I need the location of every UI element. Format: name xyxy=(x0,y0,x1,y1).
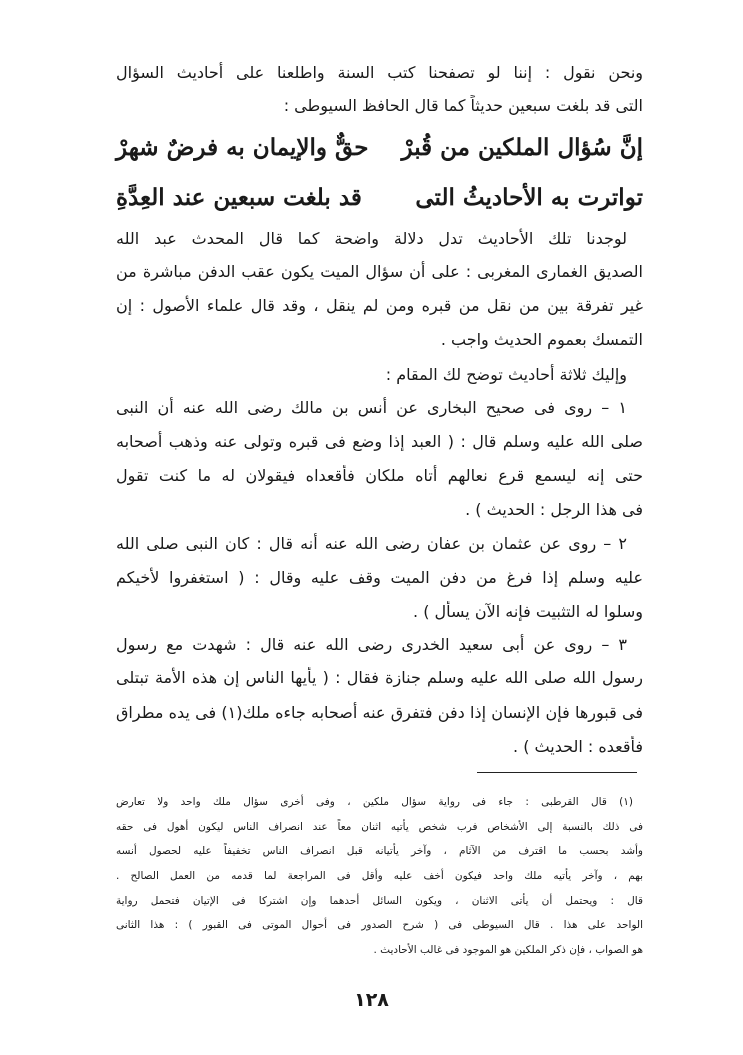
footnote-line: هو الصواب ، فإن ذكر الملكين هو الموجود فى غالب الأحاديث . xyxy=(373,944,643,956)
text-line: ونحن نقول : إننا لو تصفحنا كتب السنة واطلعنا على أحاديث السؤال xyxy=(116,63,643,82)
hadith-2-line: ٢ – روى عن عثمان بن عفان رضى الله عنه أنه قال : كان النبى صلى الله xyxy=(116,534,627,553)
hadith-2-line: وسلوا له التثبيت فإنه الآن يسأل ) . xyxy=(413,602,643,621)
poem-verse-2-second-hemistich: قد بلغت سبعين عند العِدَّةِ xyxy=(116,184,362,211)
hadith-1-line: فى هذا الرجل : الحديث ) . xyxy=(465,500,643,519)
hadith-1-line: ١ – روى فى صحيح البخارى عن أنس بن مالك رضى الله عنه أن النبى xyxy=(116,398,627,417)
text-line: الصديق الغمارى المغربى : على أن سؤال الميت يكون عقب الدفن مباشرة من xyxy=(116,262,643,281)
footnote-line: فى ذلك بالنسبة إلى الأشخاص فرب شخص يأتيه اثنان معاً عند انصراف الناس ليكون أهول فى حقه xyxy=(116,821,643,833)
footnote-line: قال : ويحتمل أن يأتى الاثنان ، ويكون السائل أحدهما وإن اشتركا فى الإتيان فتحمل رواية xyxy=(116,895,643,907)
hadith-3-line: رسول الله صلى الله عليه وسلم جنازة فقال : ( يأيها الناس إن هذه الأمة تبتلى xyxy=(116,668,643,687)
text-line: غير تفرقة بين من نقل من قبره ومن لم ينقل ، وقد قال علماء الأصول : إن xyxy=(116,296,643,315)
hadith-1-line: حتى إنه ليسمع قرع نعالهم أتاه ملكان فأقعداه فيقولان له ما كنت تقول xyxy=(116,466,643,485)
footnote-line: الواحد على هذا . قال السيوطى فى ( شرح الصدور فى أحوال الموتى فى القبور ) : هذا الثانى xyxy=(116,919,643,931)
footnote-line: بهم ، وآخر يأتيه ملك واحد فيكون أخف عليه وأقل فى المراجعة لما قدمه من العمل الصالح . xyxy=(116,870,643,882)
text-line: التمسك بعموم الحديث واجب . xyxy=(440,330,643,349)
footnote-line: وأشد بحسب ما اقترف من الآثام ، وآخر يأتيانه قبل انصراف الناس تخفيفاً عليه لحصول أنسه xyxy=(116,845,643,857)
hadith-1-line: صلى الله عليه وسلم قال : ( العبد إذا وضع فى قبره وتولى عنه وذهب أصحابه xyxy=(116,432,643,451)
text-line: لوجدنا تلك الأحاديث تدل دلالة واضحة كما قال المحدث عبد الله xyxy=(116,229,627,248)
hadith-3-line: فى قبورها فإن الإنسان إذا دفن فتفرق عنه أصحابه جاءه ملك(١) فى يده مطراق xyxy=(116,703,643,722)
text-line: وإليك ثلاثة أحاديث توضح لك المقام : xyxy=(385,365,627,384)
footnote-line: (١) قال القرطبى : جاء فى رواية سؤال ملكين ، وفى أخرى سؤال ملك واحد ولا تعارض xyxy=(116,796,633,808)
footnote-divider xyxy=(477,772,637,773)
hadith-3-line: ٣ – روى عن أبى سعيد الخدرى رضى الله عنه قال : شهدت مع رسول xyxy=(116,635,627,654)
text-line: التى قد بلغت سبعين حديثاً كما قال الحافظ السيوطى : xyxy=(283,96,643,115)
hadith-3-line: فأقعده : الحديث ) . xyxy=(513,737,643,756)
hadith-2-line: عليه وسلم إذا فرغ من دفن الميت وقف عليه وقال : ( استغفروا لأخيكم xyxy=(116,568,643,587)
poem-verse-1-second-hemistich: حقٌّ والإيمان به فرضٌ شهرْ xyxy=(116,134,369,161)
poem-verse-2-first-hemistich: تواترت به الأحاديثُ التى xyxy=(415,184,643,211)
poem-verse-1-first-hemistich: إنَّ سُؤال الملكين من قُبرْ xyxy=(401,134,643,161)
page-number: ١٢٨ xyxy=(354,989,389,1011)
